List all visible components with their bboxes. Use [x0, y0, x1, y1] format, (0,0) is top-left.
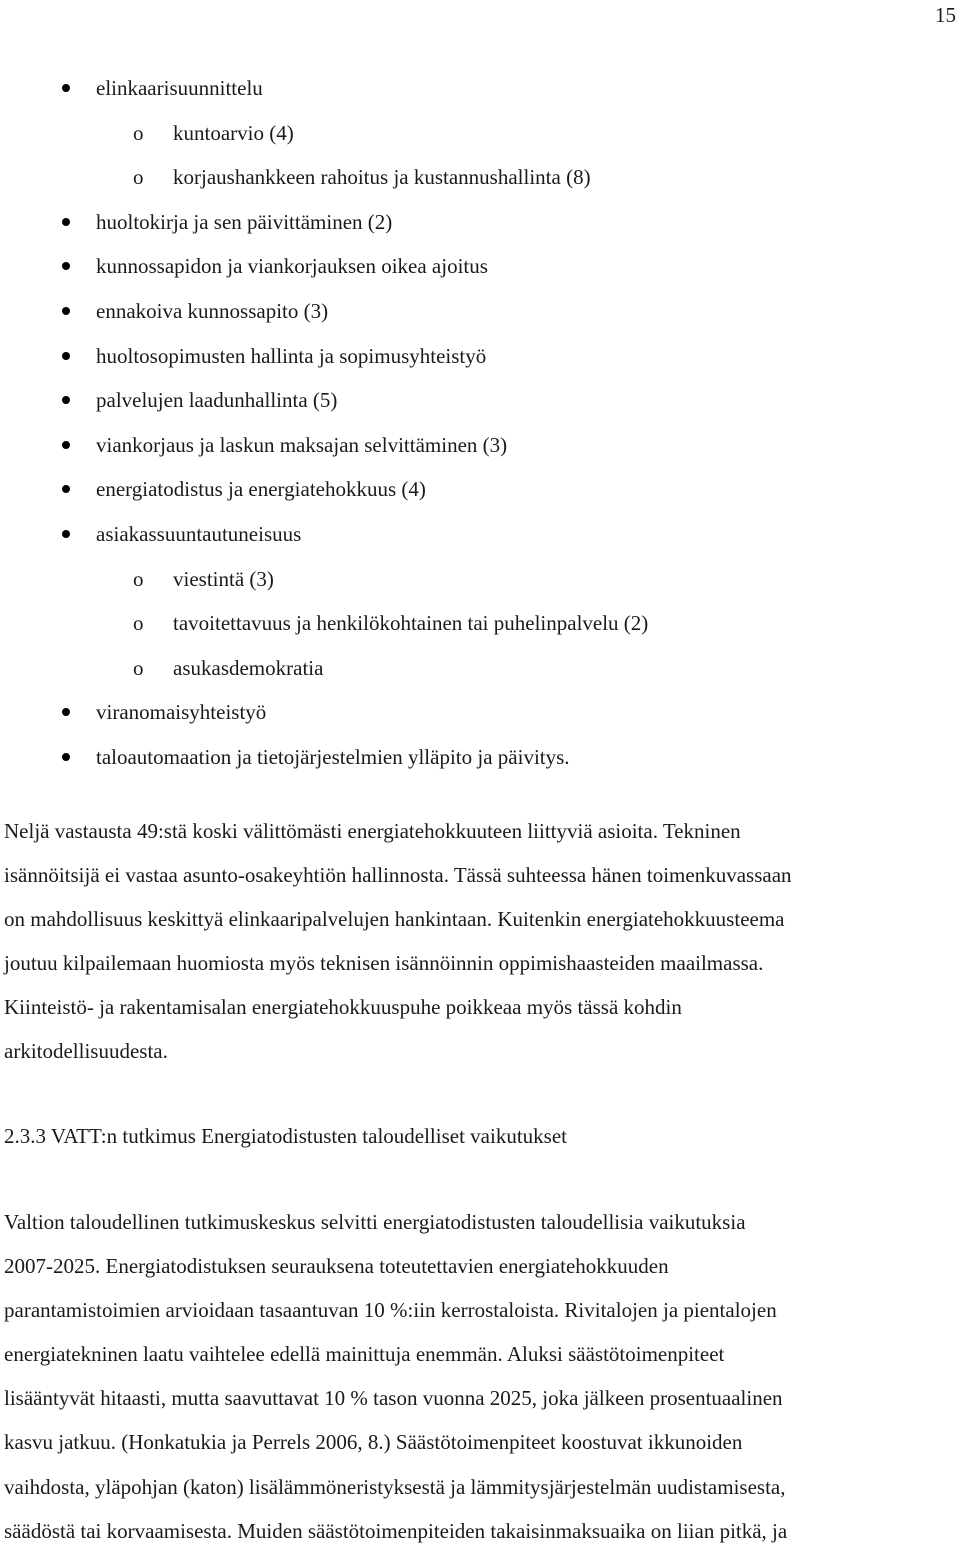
paragraph-line: energiatekninen laatu vaihtelee edellä mainittuja enemmän. Aluksi säästötoimenpiteet	[4, 1342, 725, 1367]
list-item	[0, 423, 960, 468]
list-item-text: energiatodistus ja energiatehokkuus (4)	[96, 477, 426, 502]
list-item	[0, 289, 960, 334]
bullet-icon	[62, 485, 70, 493]
list-item	[0, 735, 960, 780]
paragraph-line: parantamistoimien arvioidaan tasaantuvan 10 %:iin kerrostaloista. Rivitalojen ja pientalojen	[4, 1298, 777, 1323]
bullet-icon	[62, 396, 70, 404]
list-item-text: tavoitettavuus ja henkilökohtainen tai puhelinpalvelu (2)	[173, 611, 649, 636]
list-item	[0, 512, 960, 557]
list-item-text: huoltosopimusten hallinta ja sopimusyhteistyö	[96, 343, 487, 368]
list-item-text: elinkaarisuunnittelu	[96, 76, 263, 100]
paragraph-energy-efficiency	[4, 809, 956, 1074]
list-item	[0, 378, 960, 423]
sub-list-item	[0, 557, 960, 602]
list-item-text: asiakassuuntautuneisuus	[96, 521, 302, 546]
paragraph-line: on mahdollisuus keskittyä elinkaaripalvelujen hankintaan. Kuitenkin energiatehokkuusteema	[4, 907, 785, 932]
bullet-icon	[62, 218, 70, 226]
list-item	[0, 200, 960, 245]
bullet-icon	[62, 753, 70, 761]
paragraph-line: säädöstä tai korvaamisesta. Muiden säästötoimenpiteiden takaisinmaksuaika on liian pitkä, ja	[4, 1518, 788, 1543]
paragraph-line: 2007-2025. Energiatodistuksen seurauksena toteutettavien energiatehokkuuden	[4, 1254, 669, 1279]
paragraph-line: Valtion taloudellinen tutkimuskeskus selvitti energiatodistusten taloudellisia vaikutuksia	[4, 1210, 746, 1234]
list-item-text: kuntoarvio (4)	[173, 120, 294, 145]
list-item-text: viestintä (3)	[173, 566, 274, 591]
page-number: 15	[935, 3, 956, 27]
paragraph-line: arkitodellisuudesta.	[4, 1039, 168, 1064]
bullet-icon	[62, 530, 70, 538]
list-item	[0, 334, 960, 379]
bullet-icon	[62, 352, 70, 360]
sub-list-item	[0, 601, 960, 646]
list-item-text: asukasdemokratia	[173, 655, 324, 680]
paragraph-line: vaihdosta, yläpohjan (katon) lisälämmöneristyksestä ja lämmitysjärjestelmän uudistamisesta,	[4, 1474, 786, 1499]
list-item-text: viranomaisyhteistyö	[96, 700, 267, 725]
sub-bullet-marker: o	[133, 566, 144, 591]
list-item-text: palvelujen laadunhallinta (5)	[96, 388, 338, 413]
paragraph-line: kasvu jatkuu. (Honkatukia ja Perrels 2006, 8.) Säästötoimenpiteet koostuvat ikkunoiden	[4, 1430, 743, 1455]
sub-bullet-marker: o	[133, 165, 144, 190]
bullet-icon	[62, 307, 70, 315]
list-item-text: huoltokirja ja sen päivittäminen (2)	[96, 209, 393, 234]
sub-bullet-marker: o	[133, 655, 144, 680]
paragraph-line: Kiinteistö- ja rakentamisalan energiatehokkuuspuhe poikkeaa myös tässä kohdin	[4, 995, 682, 1020]
sub-bullet-marker: o	[133, 611, 144, 636]
paragraph-line: lisääntyvät hitaasti, mutta saavuttavat 10 % tason vuonna 2025, joka jälkeen prosentuaalinen	[4, 1386, 783, 1411]
bullet-icon	[62, 441, 70, 449]
sub-list-item	[0, 155, 960, 200]
list-item	[0, 244, 960, 289]
paragraph-line: Neljä vastausta 49:stä koski välittömästi energiatehokkuuteen liittyviä asioita. Tekninen	[4, 819, 741, 843]
list-item-text: korjaushankkeen rahoitus ja kustannushallinta (8)	[173, 165, 591, 190]
bullet-icon	[62, 84, 70, 92]
list-item-text: ennakoiva kunnossapito (3)	[96, 298, 329, 323]
sub-list-item	[0, 646, 960, 691]
list-item-text: viankorjaus ja laskun maksajan selvittäminen (3)	[96, 432, 508, 457]
section-heading: 2.3.3 VATT:n tutkimus Energiatodistusten taloudelliset vaikutukset	[4, 1124, 568, 1148]
list-item	[0, 66, 960, 111]
sub-list-item	[0, 111, 960, 156]
sub-bullet-marker: o	[133, 120, 144, 145]
paragraph-line: joutuu kilpailemaan huomiosta myös teknisen isännöinnin oppimishaasteiden maailmassa.	[4, 951, 764, 976]
bullet-icon	[62, 262, 70, 270]
list-item-text: taloautomaation ja tietojärjestelmien ylläpito ja päivitys.	[96, 744, 570, 769]
list-item	[0, 467, 960, 512]
list-item	[0, 690, 960, 735]
paragraph-line: isännöitsijä ei vastaa asunto-osakeyhtiön hallinnosta. Tässä suhteessa hänen toimenkuvassaan	[4, 863, 792, 888]
bullet-icon	[62, 708, 70, 716]
bullet-list	[0, 66, 960, 780]
list-item-text: kunnossapidon ja viankorjauksen oikea ajoitus	[96, 254, 488, 279]
paragraph-vatt-study	[4, 1200, 956, 1553]
